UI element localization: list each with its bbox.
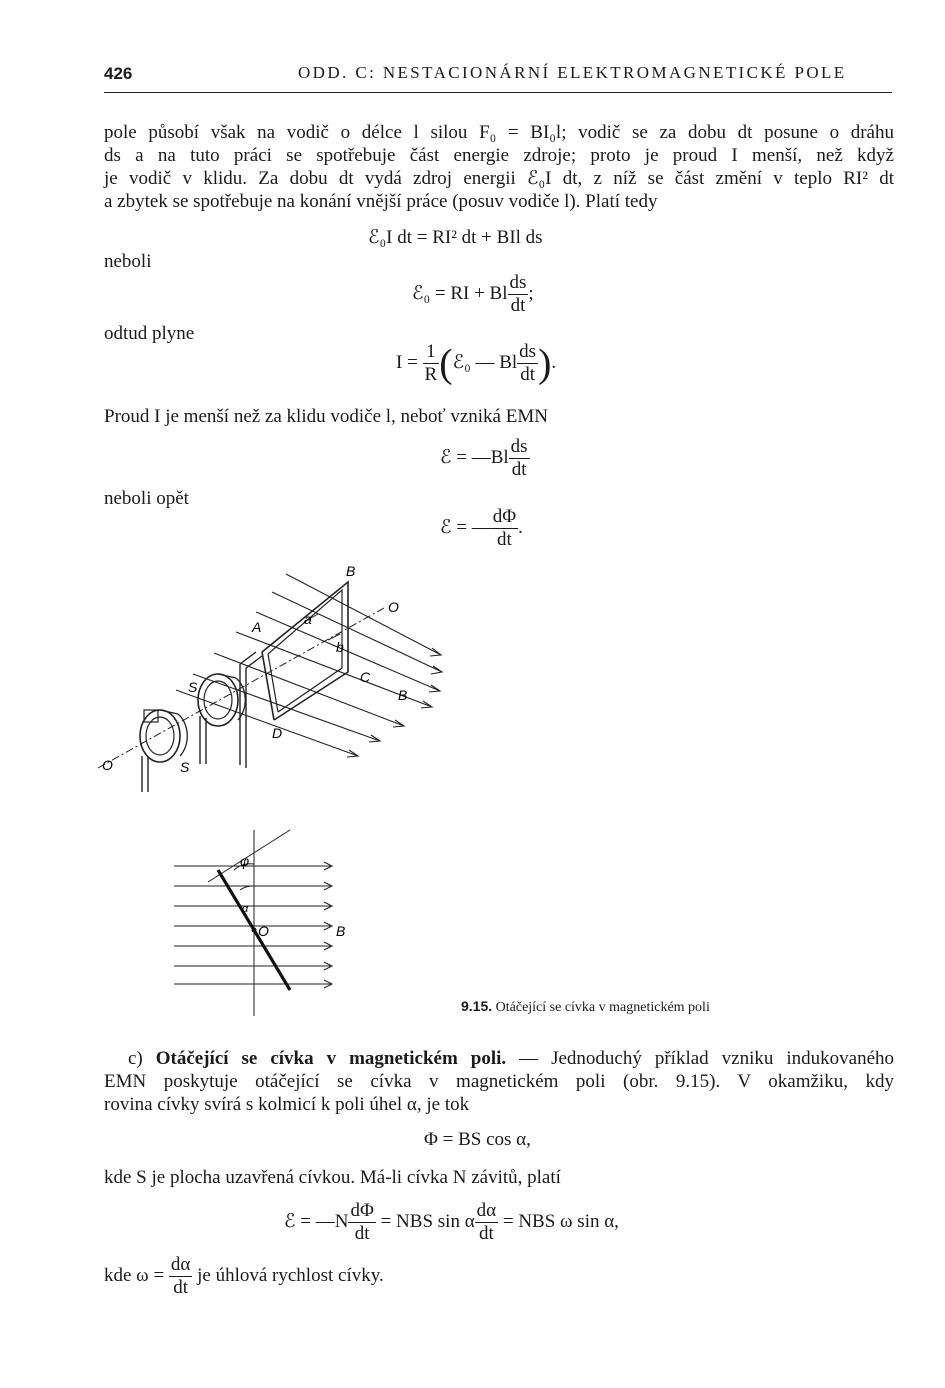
equation-2-end: ; [528,282,534,304]
equation-3-inner-fraction [517,341,538,386]
equation-3-inner-numerator: ds [519,341,537,362]
caption-text: Otáčející se cívka v magnetickém poli [495,1000,710,1015]
section-c-line-3: rovina cívky svírá s kolmicí k poli úhel α, je tok [104,1094,470,1115]
fig-label-o-left: O [102,757,113,773]
equation-3 [396,341,556,386]
fig-label-alpha: α [242,903,249,915]
word-neboli: neboli [104,251,152,272]
caption-number: 9.15. [461,998,493,1014]
equation-3-numerator: 1 [423,341,440,364]
equation-5 [440,506,523,551]
paragraph-1-line-3: je vodič v klidu. Za dobu dt vydá zdroj energii ℰ₀I dt, z níž se část změní v teplo RI² dt [104,168,894,189]
page-number: 426 [104,64,133,83]
figure-coil-section [168,826,368,1018]
last-line-denominator: dt [173,1277,189,1298]
equation-3-inner-denominator: dt [520,364,535,385]
paragraph-1-line-1: pole působí však na vodič o délce l silou F₀ = BI₀l; vodič se za dobu dt posune o dráhu [104,122,894,143]
word-odtud-plyne: odtud plyne [104,323,195,344]
fig-label-o-right: O [388,599,399,615]
section-c [104,1047,894,1116]
equation-3-fraction [423,341,440,386]
figure-caption [461,998,710,1016]
equation-2-denominator: dt [510,295,526,316]
equation-3-inner: ℰ₀ — Bl [452,351,518,373]
last-line-rest: je úhlová rychlost cívky. [197,1264,384,1286]
section-c-line-4: kde S je plocha uzavřená cívkou. Má-li cívka N závitů, platí [104,1167,561,1188]
figure-coil-3d [96,560,466,800]
fig-label-b-top: B [346,563,356,579]
fig-label-b: B [336,923,346,939]
equation-5-numerator: dΦ [492,506,517,527]
section-c-heading: Otáčející se cívka v magnetickém poli. [155,1048,507,1069]
equation-7-part-c: = NBS ω sin α, [502,1210,619,1232]
last-line [104,1254,384,1299]
equation-5-left: ℰ = — [440,516,491,538]
equation-4-left: ℰ = —Bl [440,446,509,468]
header-rule [104,92,892,93]
section-c-line-1 [104,1047,894,1070]
last-line-fraction [169,1254,192,1299]
running-title: ODD. C: NESTACIONÁRNÍ ELEKTROMAGNETICKÉ POLE [298,63,847,82]
equation-7-numerator-2: dα [476,1200,497,1221]
equation-7-numerator-1: dΦ [350,1200,374,1221]
equation-5-fraction [491,506,518,551]
equation-3-denominator: R [424,364,438,385]
equation-2 [412,272,534,317]
equation-3-end: . [551,351,557,373]
equation-7-denominator-1: dt [354,1223,370,1244]
section-c-line-1-rest: — Jednoduchý příklad vzniku indukovaného [506,1048,894,1069]
last-line-numerator: dα [170,1254,191,1275]
equation-2-numerator: ds [509,272,527,293]
paragraph-1 [104,121,894,213]
left-paren: ( [439,340,453,386]
sentence-proud: Proud I je menší než za klidu vodiče l, neboť vzniká EMN [104,406,548,427]
equation-7-fraction-2 [475,1200,498,1245]
equation-7-fraction-1 [348,1200,375,1245]
equation-7 [284,1200,619,1245]
equation-1: ℰ₀I dt = RI² dt + BIl ds [368,227,543,248]
fig-label-s-upper: S [188,679,198,695]
section-c-line-2: EMN poskytuje otáčející se cívka v magnetickém poli (obr. 9.15). V okamžiku, kdy [104,1071,894,1092]
right-paren: ) [538,340,552,386]
equation-2-fraction [508,272,529,317]
fig-label-b-right: B [398,687,408,703]
last-line-prefix: kde ω = [104,1264,165,1286]
fig-label-s-lower: S [180,759,190,775]
fig-label-o: O [258,923,269,939]
equation-4-fraction [509,436,530,481]
equation-4 [440,436,530,481]
equation-4-denominator: dt [511,459,527,480]
word-neboli-opet: neboli opět [104,488,189,509]
fig-label-c: C [360,669,371,685]
equation-7-part-b: = NBS sin α [380,1210,475,1232]
equation-2-left: ℰ₀ = RI + Bl [412,282,508,304]
fig-label-small-b: b [336,639,344,655]
section-c-prefix: c) [128,1048,156,1069]
fig-label-small-a: a [304,611,312,627]
fig-label-d: D [272,725,283,741]
equation-5-denominator: dt [497,529,512,550]
paragraph-1-line-4: a zbytek se spotřebuje na konání vnější práce (posuv vodiče l). Platí tedy [104,191,658,212]
fig-label-phi: φ [240,853,250,869]
equation-4-numerator: ds [510,436,528,457]
equation-6: Φ = BS cos α, [424,1129,531,1150]
fig-label-a: A [252,619,262,635]
equation-7-denominator-2: dt [479,1223,494,1244]
equation-5-end: . [518,516,523,538]
equation-3-left: I = [396,351,418,373]
paragraph-1-line-2: ds a na tuto práci se spotřebuje část energie zdroje; proto je proud I menší, než když [104,145,894,166]
equation-7-part-a: ℰ = —N [284,1210,349,1232]
